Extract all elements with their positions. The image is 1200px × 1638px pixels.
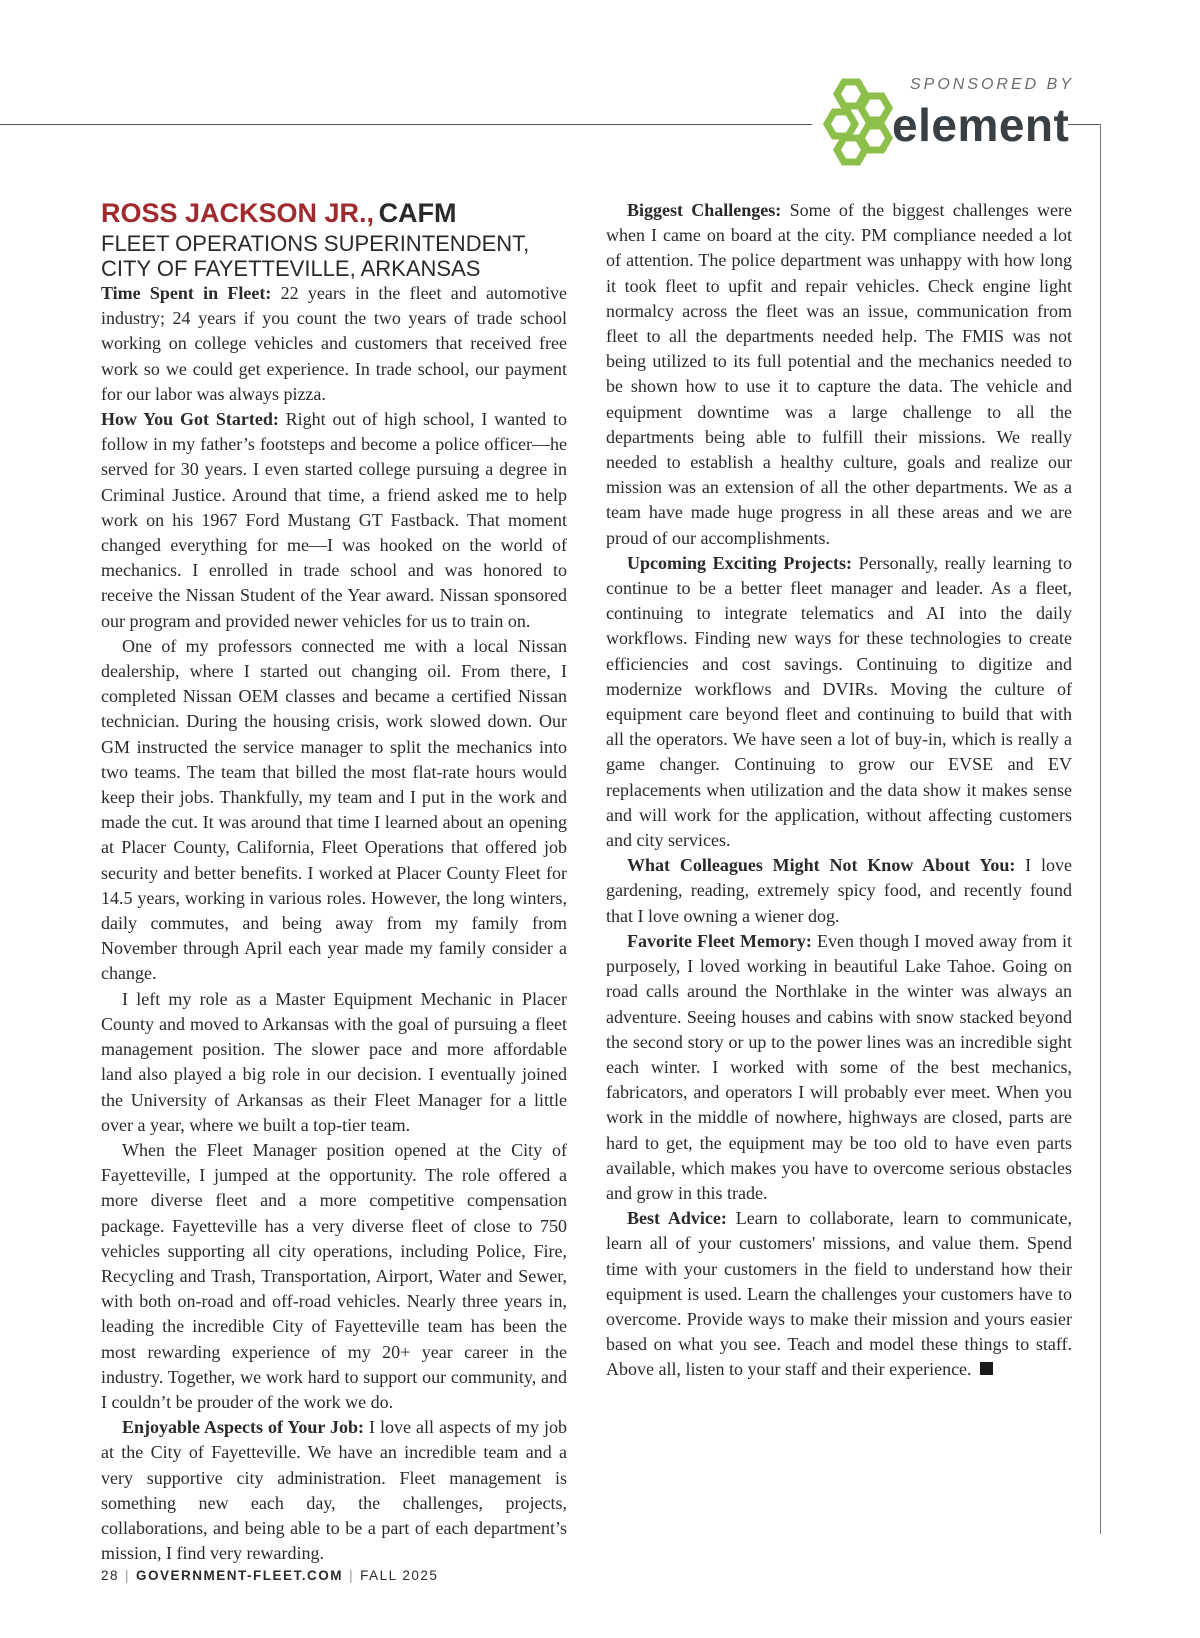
favorite-memory-text: Even though I moved away from it purposely, I loved working in beautiful Lake Tahoe. Going on road calls around the Northlake in the winter was always an adventure. Seeing houses and cabins with snow stacked beyond the second story or up to the power lines was an incredible sight each winter. I worked with some of the best mechanics, fabricators, and operators I will probably ever meet. When you work in the middle of nowhere, highways are closed, parts are hard to get, the equipment may be too old to have even parts available, which makes you have to overcome serious obstacles and grow in this trade. [606, 930, 1072, 1203]
favorite-memory-paragraph [606, 929, 1072, 1206]
profile-title-1: FLEET OPERATIONS SUPERINTENDENT, [101, 231, 530, 256]
colleagues-paragraph [606, 853, 1072, 929]
page-number: 28 [101, 1568, 120, 1583]
footer-separator: | [349, 1568, 355, 1583]
hexagon-logo-icon [818, 76, 898, 172]
enjoyable-aspects-label: Enjoyable Aspects of Your Job: [122, 1417, 365, 1438]
how-started-paragraph [101, 407, 567, 634]
time-in-fleet-label: Time Spent in Fleet: [101, 283, 272, 303]
biggest-challenges-paragraph [606, 198, 1072, 551]
body-paragraph: When the Fleet Manager position opened at the City of Fayetteville, I jumped at the opportunity. The role offered a more diverse fleet and a more competitive compensation package. Fayetteville has a very diverse fleet of close to 750 vehicles supporting all city operations, including Police, Fire, Recycling and Trash, Transportation, Airport, Water and Sewer, with both on-road and off-road vehicles. Nearly three years in, leading the incredible City of Fayetteville team has been the most rewarding experience of my 20+ year career in the industry. Together, we work hard to support our community, and I couldn’t be prouder of the work we do. [101, 1139, 567, 1412]
article-column-right [606, 198, 1072, 1383]
best-advice-paragraph [606, 1206, 1072, 1382]
profile-name: ROSS JACKSON JR., [101, 198, 375, 228]
how-started-text: Right out of high school, I wanted to follow in my father’s footsteps and become a police officer—he served for 30 years. I even started college pursuing a degree in Criminal Justice. Around that time, a friend asked me to help work on his 1967 Ford Mustang GT Fastback. That moment changed everything for me—I was hooked on the world of mechanics. I enrolled in trade school and was honored to receive the Nissan Student of the Year award. Nissan sponsored our program and provided newer vehicles for us to train on. [101, 409, 567, 631]
profile-credential: CAFM [378, 198, 457, 228]
article-column-left [101, 198, 567, 1566]
favorite-memory-label: Favorite Fleet Memory: [627, 930, 812, 951]
colleagues-label: What Colleagues Might Not Know About You: [627, 855, 1016, 876]
time-in-fleet-text: 22 years in the fleet and automotive industry; 24 years if you count the two years of trade school working on college vehicles and customers that received free work so we could get experience. In trade school, our payment for our labor was always pizza. [101, 283, 568, 404]
profile-title-2: CITY OF FAYETTEVILLE, ARKANSAS [101, 256, 481, 281]
right-column-rule [1100, 124, 1101, 1534]
header-rule-right [1068, 124, 1100, 125]
body-paragraph: One of my professors connected me with a local Nissan dealership, where I started out changing oil. From there, I completed Nissan OEM classes and became a certified Nissan technician. During the housing crisis, work slowed down. Our GM instructed the service manager to split the mechanics into two teams. The team that billed the most flat-rate hours would keep their jobs. Thankfully, my team and I put in the work and made the cut. It was around that time I learned about an opening at Placer County, California, Fleet Operations that offered job security and better benefits. I worked at Placer County Fleet for 14.5 years, working in various roles. However, the long winters, daily commutes, and being away from my family from November through April each year made my family consider a change. [101, 635, 567, 984]
footer-issue: FALL 2025 [360, 1568, 439, 1583]
biggest-challenges-label: Biggest Challenges: [627, 200, 782, 220]
end-of-article-mark [980, 1362, 993, 1375]
header-rule [0, 124, 812, 125]
best-advice-label: Best Advice: [627, 1208, 727, 1229]
footer-separator: | [125, 1568, 131, 1583]
element-logo [818, 76, 1070, 172]
body-paragraph: I left my role as a Master Equipment Mechanic in Placer County and moved to Arkansas with the goal of pursuing a fleet management position. The slower pace and more affordable land also played a big role in our decision. I eventually joined the University of Arkansas as their Fleet Manager for a little over a year, where we built a top-tier team. [101, 988, 567, 1135]
enjoyable-aspects-paragraph [101, 1415, 567, 1566]
upcoming-projects-paragraph [606, 551, 1072, 853]
page-footer [101, 1568, 438, 1583]
upcoming-projects-text: Personally, really learning to continue to be a better fleet manager and leader. As a fleet, continuing to integrate telematics and AI into the daily workflows. Finding new ways for these technologies to create efficiencies and cost savings. Continuing to digitize and modernize workflows and DVIRs. Moving the culture of equipment care beyond fleet and continuing to build that with all the operators. We have seen a lot of buy-in, which is really a game changer. Continuing to grow our EVSE and EV replacements when utilization and the data show it makes sense and will work for the application, without affecting customers and city services. [606, 552, 1072, 851]
upcoming-projects-label: Upcoming Exciting Projects: [627, 552, 852, 573]
enjoyable-aspects-text: I love all aspects of my job at the City of Fayetteville. We have an incredible team and a very supportive city administration. Fleet management is something new each day, the challenges, projects, collaborations, and being able to be a part of each department’s mission, I find very rewarding. [101, 1417, 567, 1564]
time-in-fleet-paragraph [101, 281, 567, 407]
how-started-label: How You Got Started: [101, 409, 279, 430]
profile-name-line [101, 198, 567, 231]
logo-wordmark: element [892, 99, 1070, 151]
colleagues-text: I love gardening, reading, extremely spicy food, and recently found that I love owning a wiener dog. [606, 855, 1072, 926]
footer-site-link[interactable]: GOVERNMENT-FLEET.COM [136, 1568, 344, 1583]
sponsored-by-label: SPONSORED BY [909, 76, 1074, 93]
best-advice-text: Learn to collaborate, learn to communicate, learn all of your customers' missions, and value them. Spend time with your customers in the field to understand how their equipment is used. Learn the challenges your customers have to overcome. Provide ways to make their mission and yours easier based on what you see. Teach and model these things to staff. Above all, listen to your staff and their experience. [606, 1208, 1073, 1380]
biggest-challenges-text: Some of the biggest challenges were when I came on board at the city. PM compliance needed a lot of attention. The police department was unhappy with how long it took fleet to upfit and repair vehicles. Check engine light normalcy across the fleet was an issue, communication from fleet to all the departments needed help. The FMIS was not being utilized to its full potential and the mechanics needed to be shown how to use it to capture the data. The vehicle and equipment downtime was a large challenge to all the departments being able to fulfill their missions. We really needed to establish a healthy culture, goals and realize our mission was an extension of all the other departments. We as a team have made huge progress in all these areas and we are proud of our accomplishments. [606, 200, 1072, 548]
